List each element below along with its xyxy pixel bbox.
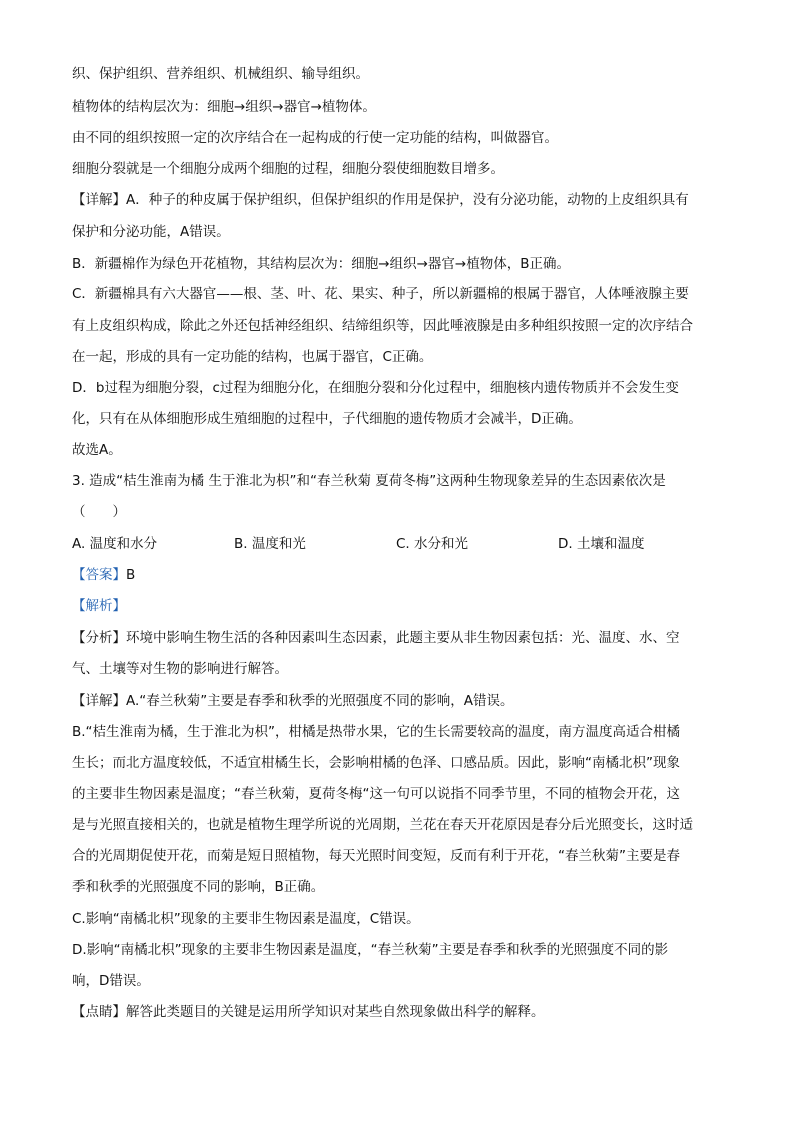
option-d: D. 土壤和温度 (558, 536, 645, 552)
option-a: A. 温度和水分 (72, 536, 158, 552)
text-line: 【分析】环境中影响生物生活的各种因素叫生态因素，此题主要从非生物因素包括：光、温度、水、空 (72, 630, 680, 646)
option-b: B. 温度和光 (234, 536, 306, 552)
answer-tag: 【答案】 (72, 567, 126, 583)
text-line: 由不同的组织按照一定的次序结合在一起构成的行使一定功能的结构，叫做器官。 (72, 130, 558, 146)
text-line: 气、土壤等对生物的影响进行解答。 (72, 661, 288, 677)
text-line: 合的光周期促使开花，而菊是短日照植物，每天光照时间变短，反而有利于开花，“春兰秋菊”主要是春 (72, 848, 680, 864)
text-line: 【详解】A．种子的种皮属于保护组织，但保护组织的作用是保护，没有分泌功能，动物的上皮组织具有 (72, 192, 689, 208)
text-line: 植物体的结构层次为：细胞→组织→器官→植物体。 (72, 99, 376, 115)
text-line: B.“桔生淮南为橘，生于淮北为枳”，柑橘是热带水果，它的生长需要较高的温度，南方温度高适合柑橘 (72, 724, 681, 740)
text-line: C.影响“南橘北枳”现象的主要非生物因素是温度，C错误。 (72, 911, 420, 927)
question-stem: 3. 造成“桔生淮南为橘 生于淮北为枳”和“春兰秋菊 夏荷冬梅”这两种生物现象差异的生态因素依次是 (72, 473, 666, 489)
text-line: 在一起，形成的具有一定功能的结构，也属于器官，C正确。 (72, 349, 433, 365)
text-line: B．新疆棉作为绿色开花植物，其结构层次为：细胞→组织→器官→植物体，B正确。 (72, 256, 570, 272)
text-line: D.影响“南橘北枳”现象的主要非生物因素是温度，“春兰秋菊”主要是春季和秋季的光照强度不同的影 (72, 942, 669, 958)
text-line: 【详解】A.“春兰秋菊”主要是春季和秋季的光照强度不同的影响，A错误。 (72, 693, 514, 709)
answer-value: B (126, 567, 136, 583)
text-line: 细胞分裂就是一个细胞分成两个细胞的过程，细胞分裂使细胞数目增多。 (72, 161, 504, 177)
text-line: 化，只有在从体细胞形成生殖细胞的过程中，子代细胞的遗传物质才会减半，D正确。 (72, 411, 582, 427)
text-line: 响，D错误。 (72, 973, 150, 989)
text-line: C．新疆棉具有六大器官——根、茎、叶、花、果实、种子，所以新疆棉的根属于器官，人体唾液腺主要 (72, 286, 689, 302)
analysis-tag: 【解析】 (72, 598, 126, 614)
text-line: 织、保护组织、营养组织、机械组织、输导组织。 (72, 66, 369, 82)
text-line: 季和秋季的光照强度不同的影响，B正确。 (72, 879, 325, 895)
question-blank: （ ） (72, 504, 126, 520)
text-line: 【点睛】解答此类题目的关键是运用所学知识对某些自然现象做出科学的解释。 (72, 1004, 545, 1020)
text-line: 生长；而北方温度较低，不适宜柑橘生长，会影响柑橘的色泽、口感品质。因此，影响“南橘北枳”现象 (72, 755, 680, 771)
text-line: 保护和分泌功能，A错误。 (72, 224, 230, 240)
text-line: 故选A。 (72, 442, 122, 458)
answer-line (72, 565, 732, 585)
text-line: D．b过程为细胞分裂，c过程为细胞分化，在细胞分裂和分化过程中，细胞核内遗传物质并不会发生变 (72, 380, 679, 396)
text-line: 的主要非生物因素是温度；“春兰秋菊，夏荷冬梅“这一句可以说指不同季节里，不同的植物会开花，这 (72, 786, 680, 802)
option-c: C. 水分和光 (396, 536, 469, 552)
text-line: 有上皮组织构成，除此之外还包括神经组织、结缔组织等，因此唾液腺是由多种组织按照一定的次序结合 (72, 318, 693, 334)
text-line: 是与光照直接相关的，也就是植物生理学所说的光周期，兰花在春天开花原因是春分后光照变长，这时适 (72, 817, 693, 833)
